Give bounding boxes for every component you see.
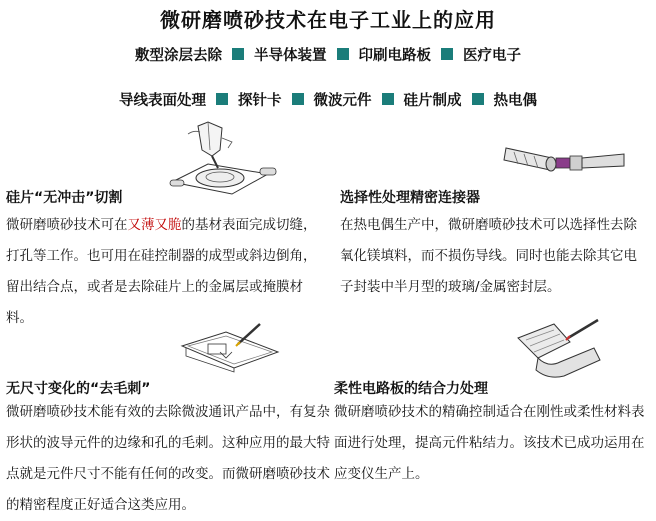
tag-wire-surface: 导线表面处理 <box>119 93 206 109</box>
flex-circuit-nozzle-illustration <box>508 318 608 382</box>
text-silicon-cutting <box>6 210 328 334</box>
square-bullet-icon <box>382 93 394 105</box>
square-bullet-icon <box>337 48 349 60</box>
tag-medical: 医疗电子 <box>463 48 521 64</box>
square-bullet-icon <box>292 93 304 105</box>
square-bullet-icon <box>216 93 228 105</box>
tag-pcb: 印刷电路板 <box>358 48 431 64</box>
heading-connector: 选择性处理精密连接器 <box>340 190 480 206</box>
tag-thermocouple: 热电偶 <box>493 93 537 109</box>
text-connector: 在热电偶生产中，微研磨喷砂技术可以选择性去除氧化镁填料，而不损伤导线。同时也能去除其它电子封装中半月型的玻璃/金属密封层。 <box>340 217 637 295</box>
tag-wafer: 硅片制成 <box>403 93 462 109</box>
heading-deburr: 无尺寸变化的“去毛刺” <box>6 381 151 397</box>
tag-microwave: 微波元件 <box>313 93 372 109</box>
square-bullet-icon <box>441 48 453 60</box>
tag-row-1 <box>0 44 656 65</box>
tag-semiconductor: 半导体装置 <box>254 48 327 64</box>
text-flex-circuit: 微研磨喷砂技术的精确控制适合在刚性或柔性材料表面进行处理，提高元件粘结力。该技术已成功运用在应变仪生产上。 <box>334 404 645 482</box>
square-bullet-icon <box>472 93 484 105</box>
tag-conformal-coating: 敷型涂层去除 <box>135 48 222 64</box>
text-silicon-part2: 的基材表面完成切缝，打孔等工作。也可用在硅控制器的成型或斜边倒角，留出结合点，或者是去除硅片上的金属层或掩膜材料。 <box>6 217 317 326</box>
text-deburr: 微研磨喷砂技术能有效的去除微波通讯产品中，有复杂形状的波导元件的边缘和孔的毛刺。这种应用的最大特点就是元件尺寸不能有任何的改变。而微研磨喷砂技术的精密程度正好适合这类应用。 <box>6 404 330 513</box>
tag-row-2 <box>0 89 656 110</box>
square-bullet-icon <box>232 48 244 60</box>
text-silicon-highlight: 又薄又脆 <box>127 217 182 233</box>
tag-probe-card: 探针卡 <box>238 93 282 109</box>
text-silicon-part1: 微研磨喷砂技术可在 <box>6 217 128 233</box>
page-title: 微研磨喷砂技术在电子工业上的应用 <box>160 8 496 32</box>
wafer-nozzle-illustration <box>168 120 280 200</box>
heading-flex-circuit: 柔性电路板的结合力处理 <box>334 381 488 397</box>
connector-nozzle-illustration <box>502 144 628 180</box>
heading-silicon-cutting: 硅片“无冲击”切割 <box>6 190 123 206</box>
